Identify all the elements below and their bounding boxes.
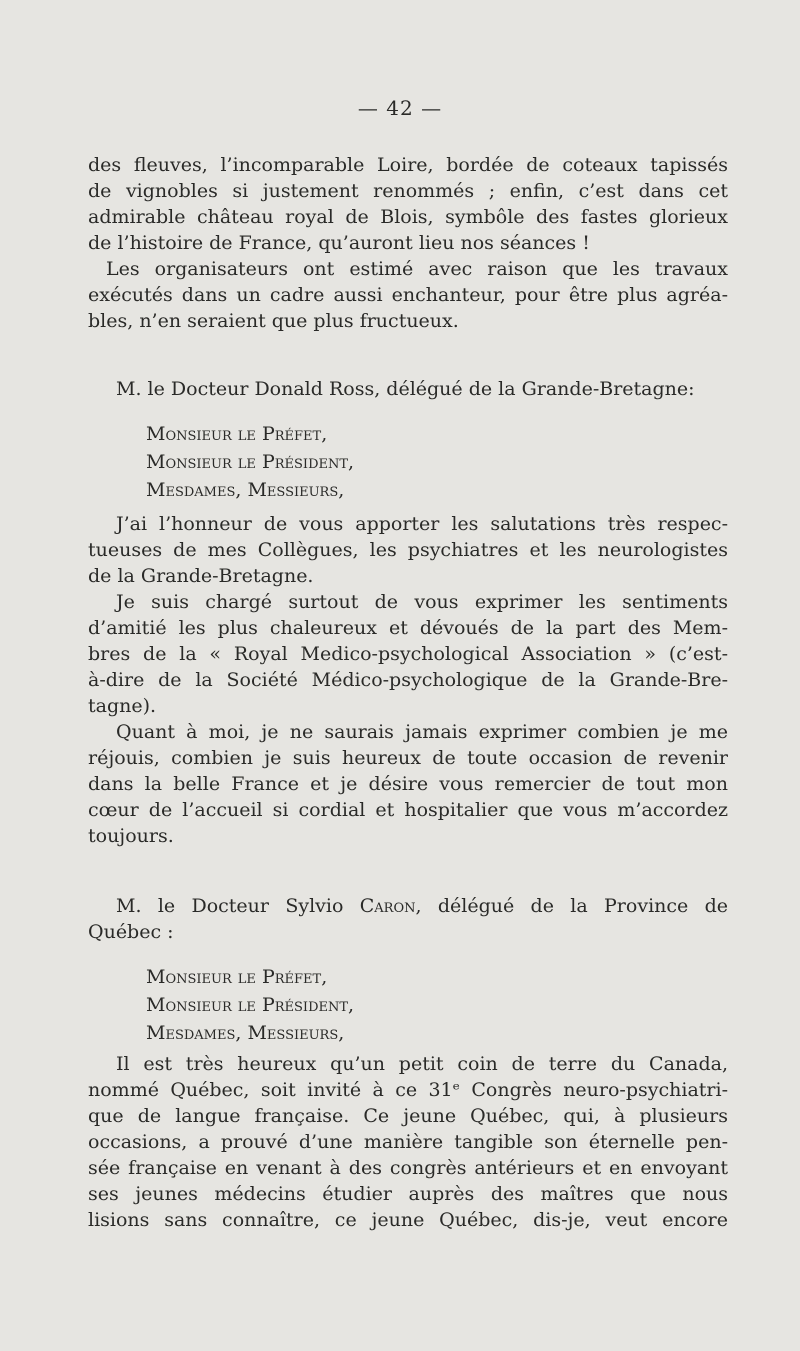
salutation-line: Mesdames, Messieurs, [146, 479, 345, 501]
text-line: que de langue française. Ce jeune Québec, qui, à plusieurs [88, 1105, 728, 1127]
text-line: sée française en venant à des congrès antérieurs et en envoyant [88, 1157, 728, 1179]
text-line: de la Grande-Bretagne. [88, 565, 314, 587]
caron-speech [88, 1051, 728, 1233]
text-line: à-dire de la Société Médico-psychologique de la Grande-Bre- [88, 669, 728, 691]
text-line: dans la belle France et je désire vous remercier de tout mon [88, 773, 728, 795]
speaker-name: Caron [359, 895, 416, 917]
text-line: Les organisateurs ont estimé avec raison que les travaux [106, 258, 728, 280]
text-line: occasions, a prouvé d’une manière tangible son éternelle pen- [88, 1131, 728, 1153]
text-line: de vignobles si justement renommés ; enfin, c’est dans cet [88, 180, 728, 202]
speaker-caron-heading [88, 893, 728, 945]
text-line: d’amitié les plus chaleureux et dévoués de la part des Mem- [88, 617, 728, 639]
speaker-line [88, 893, 728, 919]
text-line: tueuses de mes Collègues, les psychiatres et les neurologistes [88, 539, 728, 561]
text-line: admirable château royal de Blois, symbôle des fastes glorieux [88, 206, 728, 228]
text-line: exécutés dans un cadre aussi enchanteur, pour être plus agréa- [88, 284, 728, 306]
text-line: nommé Québec, soit invité à ce 31ᵉ Congrès neuro-psychiatri- [88, 1079, 728, 1101]
text-line: lisions sans connaître, ce jeune Québec, dis-je, veut encore [88, 1209, 728, 1231]
salutation-line: Mesdames, Messieurs, [146, 1022, 345, 1044]
ross-speech [88, 511, 728, 849]
text-line: Il est très heureux qu’un petit coin de terre du Canada, [116, 1053, 728, 1075]
text-line: J’ai l’honneur de vous apporter les salutations très respec- [116, 513, 728, 535]
salutation-caron [146, 963, 546, 1047]
speaker-ross-heading [88, 376, 728, 402]
page-number: — 42 — [357, 96, 443, 120]
text-line: ses jeunes médecins étudier auprès des maîtres que nous [88, 1183, 728, 1205]
intro-paragraph [88, 152, 728, 334]
text-line: bles, n’en seraient que plus fructueux. [88, 310, 459, 332]
text-line: tagne). [88, 695, 157, 717]
salutation-line: Monsieur le Préfet, [146, 966, 328, 988]
text-line: des fleuves, l’incomparable Loire, bordée de coteaux tapissés [88, 154, 728, 176]
text-line: Québec : [88, 921, 174, 943]
salutation-line: Monsieur le Président, [146, 994, 355, 1016]
text-line: Je suis chargé surtout de vous exprimer les sentiments [116, 591, 728, 613]
text-line: de l’histoire de France, qu’auront lieu nos séances ! [88, 232, 590, 254]
text-line: bres de la « Royal Medico-psychological Association » (c’est- [88, 643, 728, 665]
text-line: cœur de l’accueil si cordial et hospitalier que vous m’accordez [88, 799, 728, 821]
speaker-line: M. le Docteur Donald Ross, délégué de la Grande-Bretagne: [116, 378, 695, 400]
text-line: réjouis, combien je suis heureux de toute occasion de revenir [88, 747, 728, 769]
salutation-ross [146, 420, 546, 504]
text-line: Quant à moi, je ne saurais jamais exprimer combien je me [116, 721, 728, 743]
text-line: toujours. [88, 825, 174, 847]
salutation-line: Monsieur le Préfet, [146, 423, 328, 445]
speaker-suffix: , délégué de la Province de [415, 895, 728, 917]
speaker-prefix: M. le Docteur Sylvio [116, 895, 360, 917]
salutation-line: Monsieur le Président, [146, 451, 355, 473]
